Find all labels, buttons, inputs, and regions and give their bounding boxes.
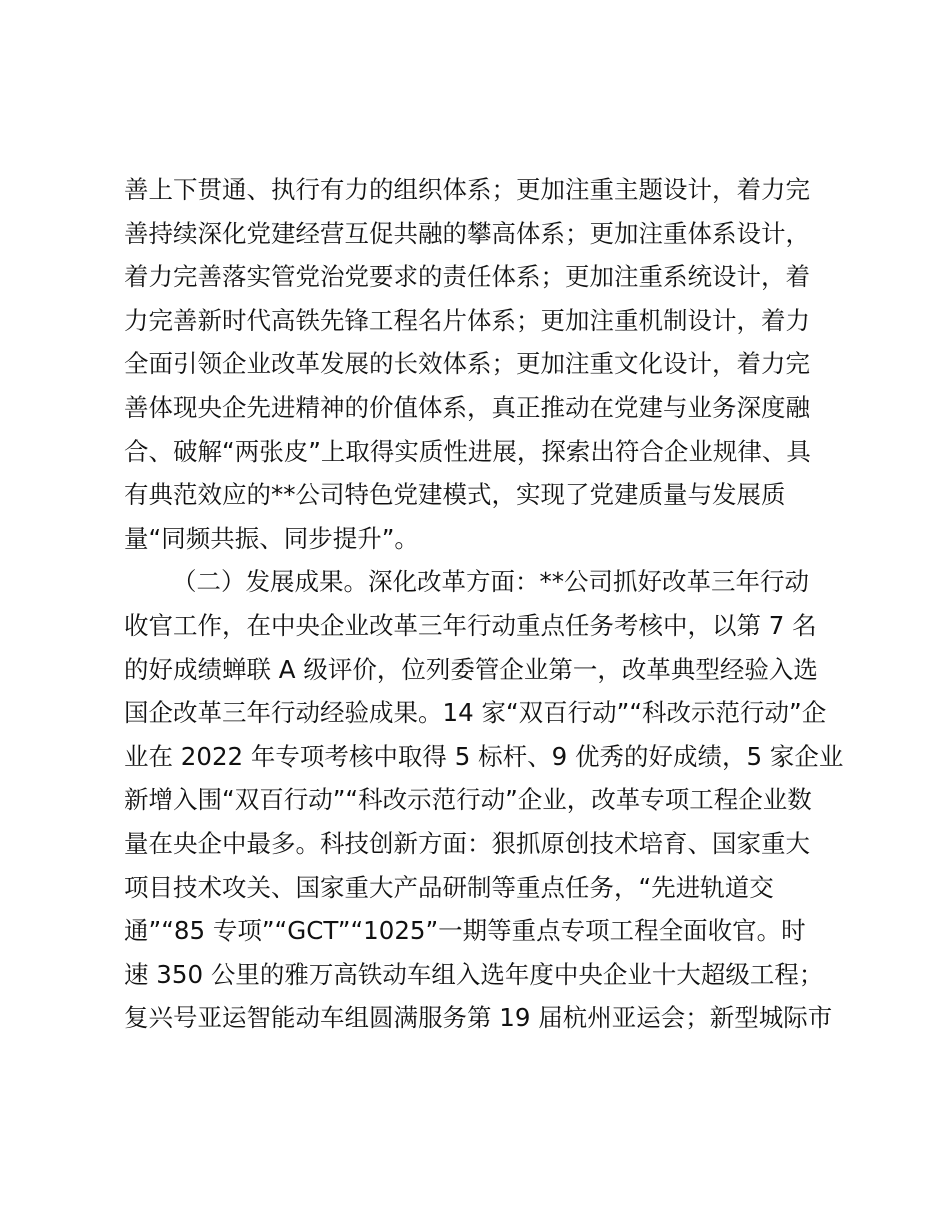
text-line: 通”“85 专项”“GCT”“1025”一期等重点专项工程全面收官。时 (124, 916, 806, 946)
text-line: 新增入围“双百行动”“科改示范行动”企业，改革专项工程企业数 (124, 785, 812, 815)
text-line: 有典范效应的**公司特色党建模式，实现了党建质量与发展质 (124, 480, 786, 510)
text-line: 善体现央企先进精神的价值体系，真正推动在党建与业务深度融 (124, 392, 810, 422)
text-line: 复兴号亚运智能动车组圆满服务第 19 届杭州亚运会；新型城际市 (124, 1003, 833, 1033)
paragraph-2 (124, 560, 844, 1040)
text-line: 全面引领企业改革发展的长效体系；更加注重文化设计，着力完 (124, 349, 810, 379)
text-line: 合、破解“两张皮”上取得实质性进展，探索出符合企业规律、具 (124, 436, 811, 466)
text-line: 善持续深化党建经营互促共融的攀高体系；更加注重体系设计， (124, 218, 810, 248)
text-line: 业在 2022 年专项考核中取得 5 标杆、9 优秀的好成绩，5 家企业 (124, 741, 844, 771)
text-line: 国企改革三年行动经验成果。14 家“双百行动”“科改示范行动”企 (124, 698, 827, 728)
body-text (124, 168, 844, 1040)
text-line: 着力完善落实管党治党要求的责任体系；更加注重系统设计，着 (124, 262, 810, 292)
text-line: 收官工作，在中央企业改革三年行动重点任务考核中，以第 7 名 (124, 610, 817, 640)
text-line: 量在央企中最多。科技创新方面：狠抓原创技术培育、国家重大 (124, 828, 810, 858)
text-line: 项目技术攻关、国家重大产品研制等重点任务，“先进轨道交 (124, 872, 774, 902)
text-line: 的好成绩蝉联 A 级评价，位列委管企业第一，改革典型经验入选 (124, 654, 818, 684)
text-line: 力完善新时代高铁先锋工程名片体系；更加注重机制设计，着力 (124, 305, 810, 335)
paragraph-1 (124, 168, 844, 560)
text-line: 速 350 公里的雅万高铁动车组入选年度中央企业十大超级工程； (124, 959, 824, 989)
text-line: 量“同频共振、同步提升”。 (124, 523, 419, 553)
text-line: （二）发展成果。深化改革方面：**公司抓好改革三年行动 (172, 567, 809, 597)
text-line: 善上下贯通、执行有力的组织体系；更加注重主题设计，着力完 (124, 175, 810, 204)
